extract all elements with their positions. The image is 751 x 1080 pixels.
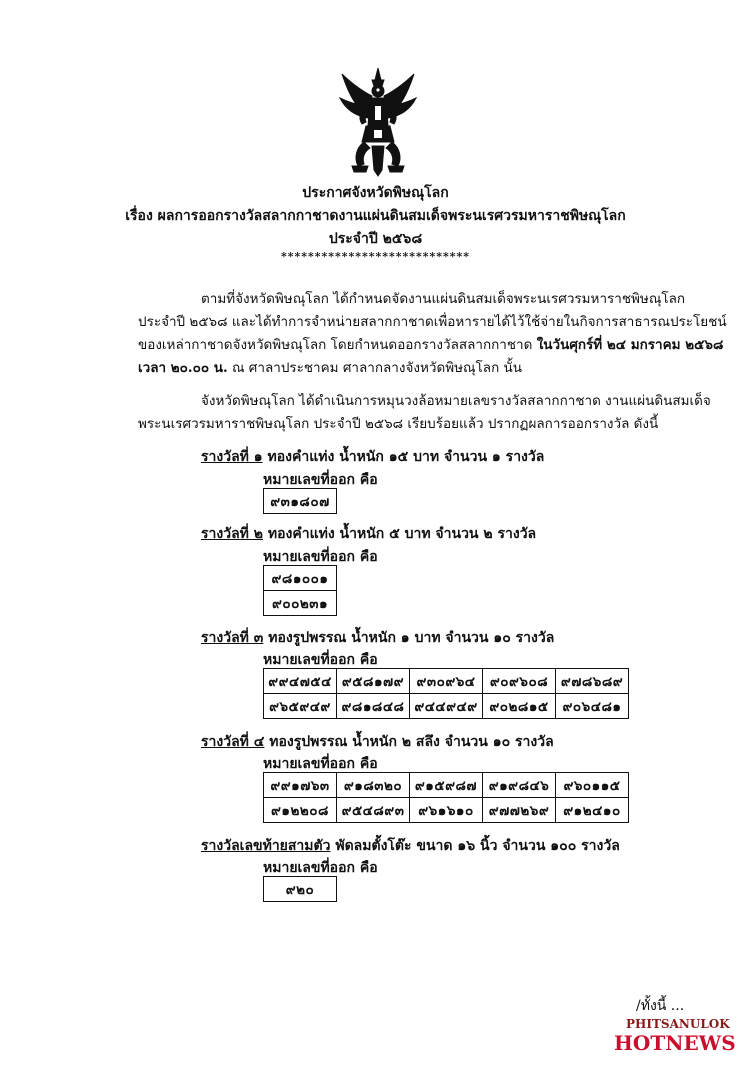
prize-3-heading (201, 627, 554, 649)
prize-last3-desc: พัดลมตั้งโต๊ะ ขนาด ๑๖ นิ้ว จำนวน ๑๐๐ รางวัล (330, 838, 620, 854)
prize-4-number: ๙๖๐๑๑๕ (556, 773, 629, 798)
prize-last3-label: รางวัลเลขท้ายสามตัว (201, 838, 331, 854)
paragraph-1-line-1: ตามที่จังหวัดพิษณุโลก ได้กำหนดจัดงานแผ่นดินสมเด็จพระนเรศวรมหาราชพิษณุโลก (201, 291, 686, 307)
prize-last3-heading (201, 835, 620, 857)
prize-4-label: รางวัลที่ ๔ (201, 734, 265, 750)
prize-3-number: ๙๗๘๖๘๙ (556, 669, 629, 694)
prize-4-number: ๙๙๑๗๖๓ (264, 773, 337, 798)
draw-date: ในวันศุกร์ที่ ๒๔ มกราคม ๒๕๖๘ (536, 337, 724, 353)
prize-3-desc: ทองรูปพรรณ น้ำหนัก ๑ บาท จำนวน ๑๐ รางวัล (263, 630, 555, 646)
watermark-brand-line-2: HOTNEWS (614, 1031, 736, 1055)
prize-last3-number: ๙๒๐ (264, 877, 337, 902)
prize-3-number: ๙๔๔๙๔๙ (410, 694, 483, 719)
prize-4-number: ๙๑๕๙๘๗ (410, 773, 483, 798)
announcement-year: ประจำปี ๒๕๖๘ (328, 231, 423, 247)
draw-time: เวลา ๒๐.๐๐ น. (138, 360, 228, 376)
prize-4-number: ๙๕๔๘๙๓ (337, 798, 410, 823)
prize-4-number: ๙๑๘๓๒๐ (337, 773, 410, 798)
prize-3-sub: หมายเลขที่ออก คือ (263, 652, 378, 668)
prize-1-label: รางวัลที่ ๑ (201, 449, 263, 465)
draw-venue: ณ ศาลาประชาคม ศาลากลางจังหวัดพิษณุโลก นั้น (227, 360, 522, 376)
star-divider: **************************** (280, 250, 471, 263)
prize-2-number: ๙๘๑๐๐๑ (264, 566, 337, 591)
garuda-emblem (338, 66, 418, 178)
announcement-subject: เรื่อง ผลการออกรางวัลสลากกาชาดงานแผ่นดินสมเด็จพระนเรศวรมหาราชพิษณุโลก (125, 208, 626, 224)
prize-1-desc: ทองคำแท่ง น้ำหนัก ๑๕ บาท จำนวน ๑ รางวัล (262, 449, 545, 465)
prize-3-number: ๙๘๑๘๔๘ (337, 694, 410, 719)
paragraph-2-line-1: จังหวัดพิษณุโลก ได้ดำเนินการหมุนวงล้อหมายเลขรางวัลสลากกาชาด งานแผ่นดินสมเด็จ (201, 393, 711, 409)
prize-3-number: ๙๐๒๘๑๕ (483, 694, 556, 719)
prize-4-number: ๙๑๒๒๐๘ (264, 798, 337, 823)
prize-2-desc: ทองคำแท่ง น้ำหนัก ๕ บาท จำนวน ๒ รางวัล (263, 526, 537, 542)
prize-3-number: ๙๓๐๙๖๔ (410, 669, 483, 694)
prize-2-numbers (263, 565, 337, 616)
prize-1-number: ๙๓๑๘๐๗ (264, 489, 337, 514)
paragraph-1-line-3 (138, 333, 723, 355)
prize-4-numbers (263, 772, 629, 823)
prize-4-desc: ทองรูปพรรณ น้ำหนัก ๒ สลึง จำนวน ๑๐ รางวัล (264, 734, 554, 750)
prize-3-number: ๙๙๔๗๕๔ (264, 669, 337, 694)
prize-3-numbers (263, 668, 629, 719)
prize-1-sub: หมายเลขที่ออก คือ (263, 472, 378, 488)
prize-1-numbers (263, 488, 337, 514)
prize-1-heading (201, 446, 544, 468)
prize-2-label: รางวัลที่ ๒ (201, 526, 263, 542)
prize-3-number: ๙๖๕๙๔๙ (264, 694, 337, 719)
prize-4-number: ๙๑๙๘๔๖ (483, 773, 556, 798)
watermark-brand-line-1: PHITSANULOK (626, 1017, 730, 1031)
prize-4-number: ๙๑๒๔๑๐ (556, 798, 629, 823)
prize-last3-numbers (263, 876, 337, 902)
prize-3-number: ๙๐๙๖๐๘ (483, 669, 556, 694)
prize-4-number: ๙๗๗๒๖๙ (483, 798, 556, 823)
prize-4-sub: หมายเลขที่ออก คือ (263, 756, 378, 772)
prize-4-heading (201, 731, 554, 753)
prize-2-number: ๙๐๐๒๓๑ (264, 591, 337, 616)
announcement-title: ประกาศจังหวัดพิษณุโลก (302, 185, 449, 201)
prize-2-heading (201, 523, 536, 545)
paragraph-1-line-4 (138, 356, 522, 378)
prize-3-number: ๙๐๖๔๘๑ (556, 694, 629, 719)
prize-3-label: รางวัลที่ ๓ (201, 630, 264, 646)
prize-2-sub: หมายเลขที่ออก คือ (263, 549, 378, 565)
paragraph-1-line-2: ประจำปี ๒๕๖๘ และได้ทำการจำหน่ายสลากกาชาดเพื่อหารายได้ไว้ใช้จ่ายในกิจการสาธารณประโยชน์ (138, 314, 727, 330)
prize-4-number: ๙๖๑๖๑๐ (410, 798, 483, 823)
prize-last3-sub: หมายเลขที่ออก คือ (263, 860, 378, 876)
paragraph-1-line-3-text: ของเหล่ากาชาดจังหวัดพิษณุโลก โดยกำหนดออกรางวัลสลากกาชาด (138, 337, 537, 353)
paragraph-2-line-2: พระนเรศวรมหาราชพิษณุโลก ประจำปี ๒๕๖๘ เรียบร้อยแล้ว ปรากฏผลการออกรางวัล ดังนี้ (138, 416, 659, 432)
prize-3-number: ๙๕๘๑๗๙ (337, 669, 410, 694)
continued-marker: /ทั้งนี้ ... (636, 998, 685, 1014)
